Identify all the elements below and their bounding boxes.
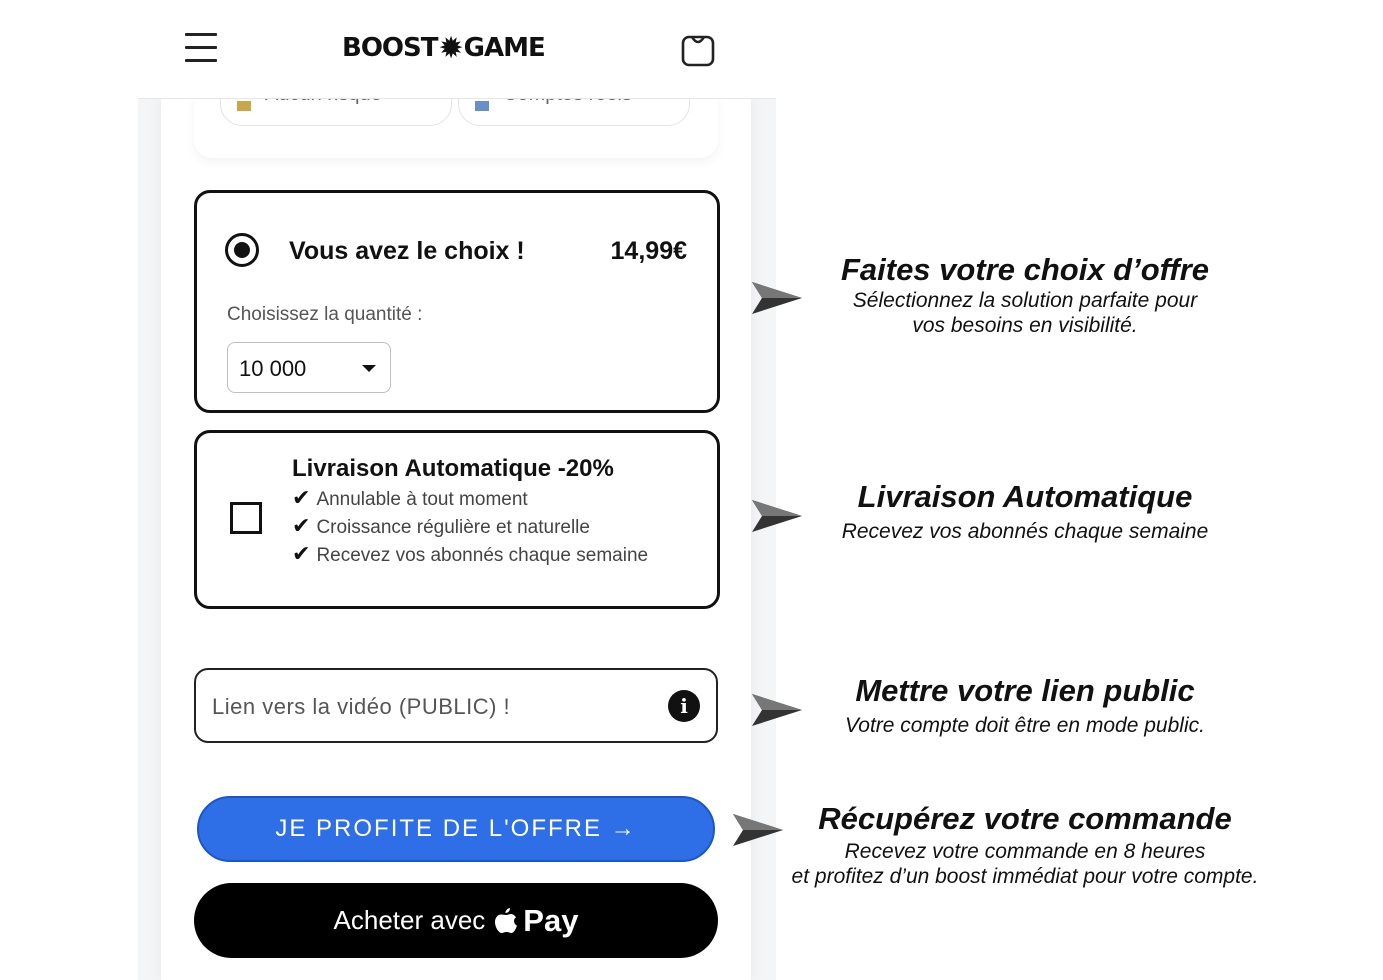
annotation-title: Livraison Automatique <box>857 479 1193 514</box>
buy-offer-label: JE PROFITE DE L'OFFRE → <box>275 815 637 842</box>
gear-logo-icon: ✹ <box>438 30 463 66</box>
check-icon: ✔ <box>292 513 311 538</box>
annotation-text: et profitez d’un boost immédiat pour votre compte. <box>791 865 1259 888</box>
offer-price: 14,99€ <box>610 237 687 265</box>
buy-offer-button[interactable] <box>197 796 715 862</box>
features-card <box>194 98 718 158</box>
info-icon[interactable]: i <box>668 690 700 722</box>
annotation-order <box>765 801 1285 889</box>
hamburger-icon[interactable] <box>185 33 217 63</box>
logo[interactable] <box>342 30 545 66</box>
annotation-text: Recevez vos abonnés chaque semaine <box>841 520 1209 543</box>
list-item: ✔ Croissance régulière et naturelle <box>292 513 590 538</box>
quantity-label: Choisissez la quantité : <box>227 304 423 325</box>
check-icon: ✔ <box>292 541 311 566</box>
shield-icon <box>237 101 251 111</box>
apple-pay-label: Pay <box>523 902 579 938</box>
apple-pay-prefix: Acheter avec <box>333 905 486 935</box>
phone-screen <box>138 0 776 980</box>
annotation-text: Recevez votre commande en 8 heures <box>844 840 1206 863</box>
feature-list <box>292 485 692 569</box>
quantity-value: 10 000 <box>239 356 307 381</box>
video-link-field[interactable] <box>194 668 718 743</box>
offer-option-card[interactable] <box>194 190 720 413</box>
chevron-down-icon <box>362 365 376 372</box>
annotation-auto-delivery <box>765 479 1285 544</box>
auto-delivery-card[interactable] <box>194 430 720 609</box>
annotation-public-link <box>765 673 1285 738</box>
logo-text-right: GAME <box>463 33 545 63</box>
annotation-title: Mettre votre lien public <box>855 673 1195 708</box>
site-header <box>138 0 776 99</box>
annotation-text: vos besoins en visibilité. <box>912 314 1138 337</box>
annotation-offer <box>765 252 1285 338</box>
auto-delivery-checkbox[interactable] <box>230 502 262 534</box>
auto-delivery-title: Livraison Automatique -20% <box>292 455 614 482</box>
annotation-text: Sélectionnez la solution parfaite pour <box>852 289 1198 312</box>
logo-text-left: BOOST <box>342 33 438 63</box>
shopping-bag-icon[interactable] <box>681 31 715 67</box>
annotation-title: Faites votre choix d’offre <box>840 252 1210 287</box>
annotation-text: Votre compte doit être en mode public. <box>845 714 1205 737</box>
check-icon: ✔ <box>292 485 311 510</box>
apple-pay-button[interactable] <box>194 883 718 958</box>
apple-icon <box>495 908 517 934</box>
list-item: ✔ Recevez vos abonnés chaque semaine <box>292 541 649 566</box>
quantity-select[interactable] <box>227 342 391 393</box>
offer-radio[interactable] <box>225 233 259 267</box>
video-link-input[interactable] <box>210 688 654 726</box>
offer-title: Vous avez le choix ! <box>289 237 525 265</box>
annotation-title: Récupérez votre commande <box>818 801 1232 836</box>
users-icon <box>475 101 489 111</box>
list-item: ✔ Annulable à tout moment <box>292 485 528 510</box>
